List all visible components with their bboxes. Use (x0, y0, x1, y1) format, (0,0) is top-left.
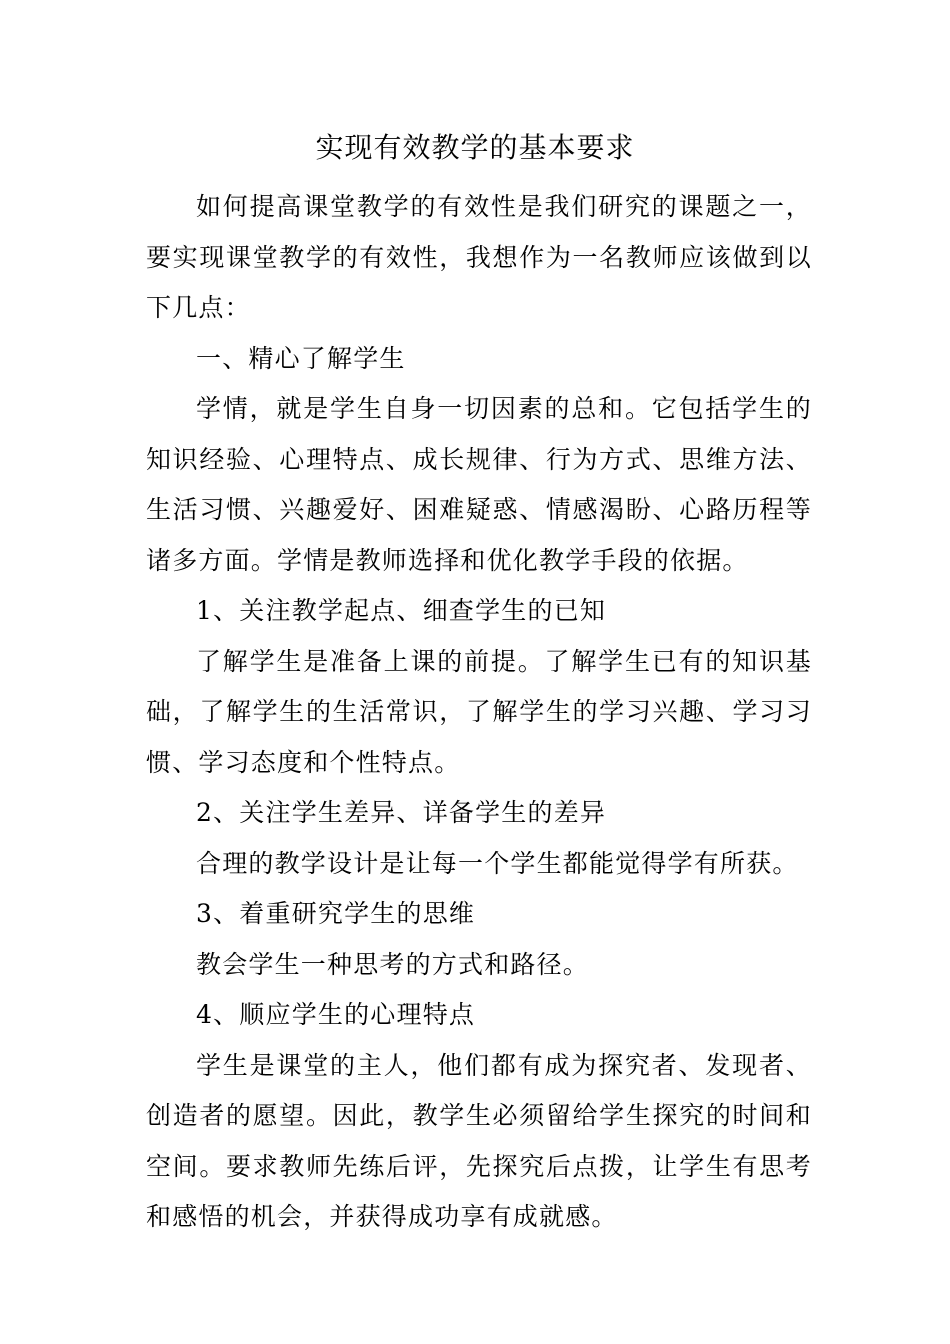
section-heading-1: 一、精心了解学生 (196, 343, 406, 373)
document-body (146, 182, 812, 1243)
subheading-1-paragraph: 了解学生是准备上课的前提。了解学生已有的知识基础，了解学生的生活常识，了解学生的学习兴趣、学习习惯、学习态度和个性特点。 (146, 646, 812, 777)
subheading-2-paragraph: 合理的教学设计是让每一个学生都能觉得学有所获。 (196, 848, 799, 878)
subheading-3-paragraph: 教会学生一种思考的方式和路径。 (196, 949, 590, 979)
subheading-3: 3、着重研究学生的思维 (196, 899, 476, 928)
subheading-2: 2、关注学生差异、详备学生的差异 (196, 798, 607, 827)
document-title: 实现有效教学的基本要求 (315, 131, 635, 164)
learning-situation-paragraph: 学情，就是学生自身一切因素的总和。它包括学生的知识经验、心理特点、成长规律、行为方式、思维方法、生活习惯、兴趣爱好、困难疑惑、情感渴盼、心路历程等诸多方面。学情是教师选择和优化教学手段的依据。 (146, 394, 812, 575)
subheading-4: 4、顺应学生的心理特点 (196, 1000, 476, 1029)
subheading-1: 1、关注教学起点、细查学生的已知 (196, 596, 607, 625)
intro-paragraph: 如何提高课堂教学的有效性是我们研究的课题之一，要实现课堂教学的有效性，我想作为一名教师应该做到以下几点： (146, 192, 812, 322)
subheading-4-paragraph: 学生是课堂的主人，他们都有成为探究者、发现者、创造者的愿望。因此，教学生必须留给学生探究的时间和空间。要求教师先练后评，先探究后点拨，让学生有思考和感悟的机会，并获得成功享有成就感。 (146, 1050, 812, 1231)
